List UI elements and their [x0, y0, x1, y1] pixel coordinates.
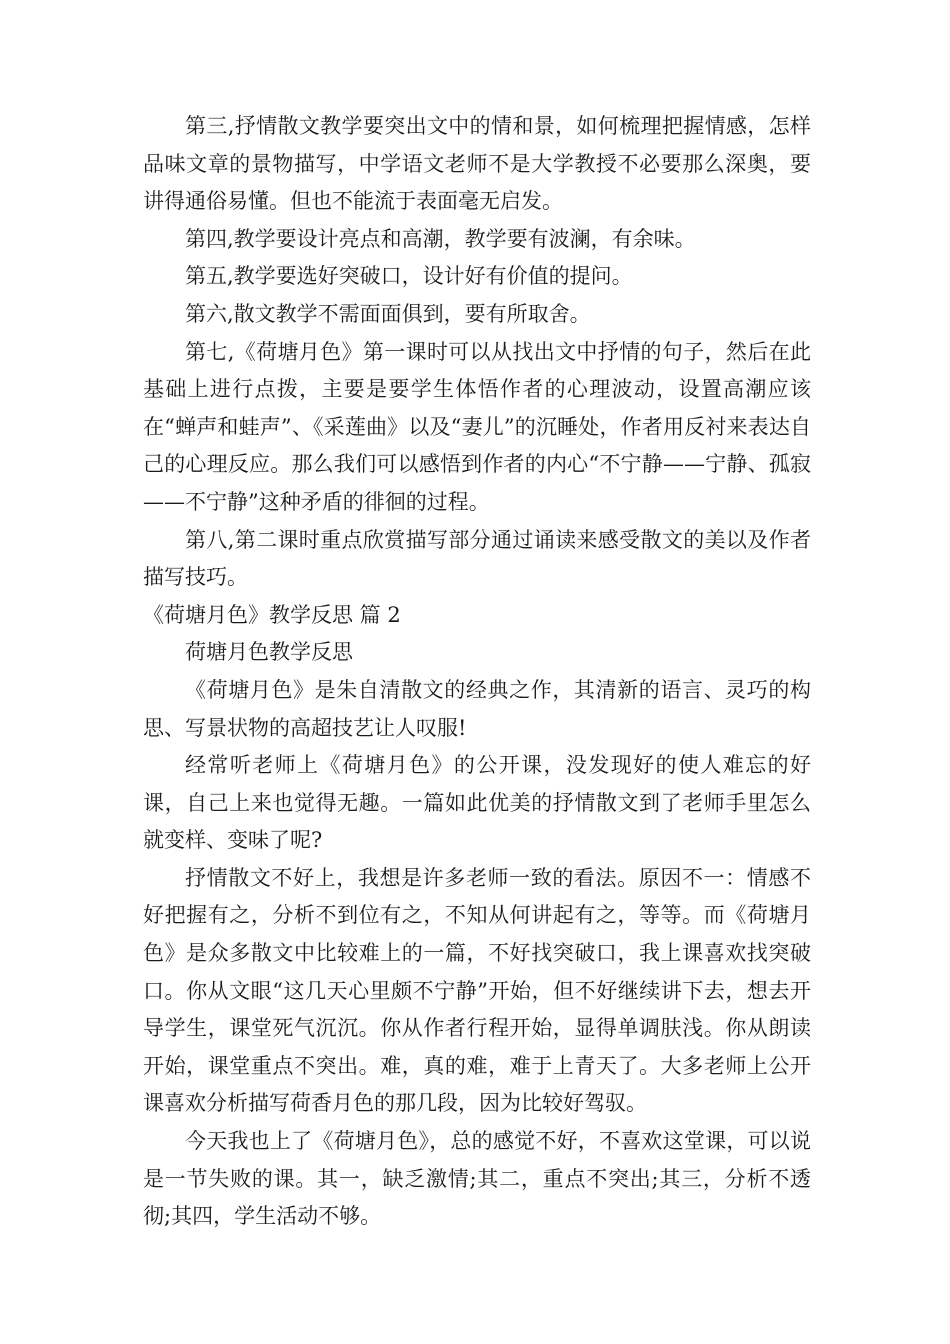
document-body	[143, 108, 811, 1236]
paragraph: 第五,教学要选好突破口，设计好有价值的提问。	[185, 264, 633, 289]
paragraph: 第八,第二课时重点欣赏描写部分通过诵读来感受散文的美以及作者描写技巧。	[143, 527, 811, 590]
paragraph: 第四,教学要设计亮点和高潮，教学要有波澜，有余味。	[185, 226, 696, 251]
paragraph: 第六,散文教学不需面面俱到，要有所取舍。	[185, 301, 591, 326]
paragraph: 抒情散文不好上，我想是许多老师一致的看法。原因不一：情感不好把握有之，分析不到位有之，不知从何讲起有之，等等。而《荷塘月色》是众多散文中比较难上的一篇，不好找突破口，我上课喜欢找突破口。你从文眼“这几天心里颇不宁静”开始，但不好继续讲下去，想去开导学生，课堂死气沉沉。你从作者行程开始，显得单调肤浅。你从朗读开始，课堂重点不突出。难，真的难，难于上青天了。大多老师上公开课喜欢分析描写荷香月色的那几段，因为比较好驾驭。	[143, 865, 811, 1116]
paragraph: 第七,《荷塘月色》第一课时可以从找出文中抒情的句子，然后在此基础上进行点拨，主要是要学生体悟作者的心理波动，设置高潮应该在“蝉声和蛙声”、《采莲曲》以及“妻儿”的沉睡处，作者用反衬来表达自己的心理反应。那么我们可以感悟到作者的内心“不宁静——宁静、孤寂——不宁静”这种矛盾的徘徊的过程。	[143, 339, 811, 514]
paragraph: 《荷塘月色》是朱自清散文的经典之作，其清新的语言、灵巧的构思、写景状物的高超技艺让人叹服!	[143, 677, 811, 740]
paragraph: 经常听老师上《荷塘月色》的公开课，没发现好的使人难忘的好课，自己上来也觉得无趣。一篇如此优美的抒情散文到了老师手里怎么就变样、变味了呢?	[143, 753, 811, 853]
paragraph: 第三,抒情散文教学要突出文中的情和景，如何梳理把握情感，怎样品味文章的景物描写，中学语文老师不是大学教授不必要那么深奥，要讲得通俗易懂。但也不能流于表面毫无启发。	[143, 114, 811, 214]
paragraph: 今天我也上了《荷塘月色》，总的感觉不好，不喜欢这堂课，可以说是一节失败的课。其一，缺乏激情;其二，重点不突出;其三，分析不透彻;其四，学生活动不够。	[143, 1129, 811, 1229]
section-subheading: 荷塘月色教学反思	[185, 640, 353, 665]
section-heading: 《荷塘月色》教学反思 篇 2	[143, 602, 401, 627]
